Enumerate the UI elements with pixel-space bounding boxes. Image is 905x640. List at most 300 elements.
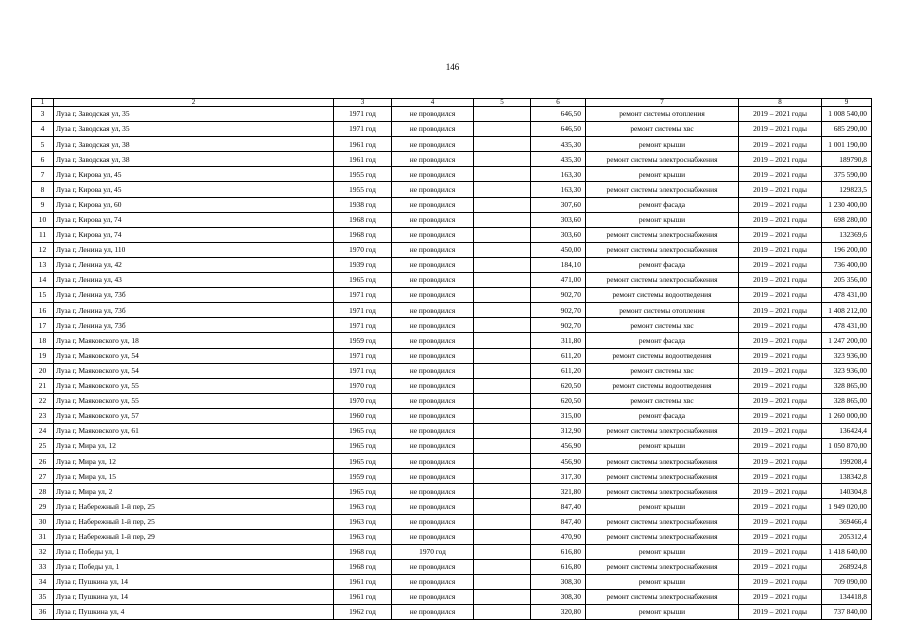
row-number-cell: 4 [32,122,54,137]
build-year-cell: 1970 год [334,242,392,257]
address-cell: Луза г, Набережный 1-й пер, 25 [54,514,334,529]
area-cell: 456,90 [531,454,586,469]
row-number-cell: 21 [32,378,54,393]
period-cell: 2019 – 2021 годы [739,469,822,484]
last-repair-year-cell: не проводился [392,605,474,620]
address-cell: Луза г, Маяковского ул, 55 [54,378,334,393]
col-5-cell [474,242,531,257]
column-header-1: 1 [32,99,54,107]
area-cell: 611,20 [531,363,586,378]
area-cell: 308,30 [531,590,586,605]
cost-cell: 199208,4 [822,454,872,469]
last-repair-year-cell: 1970 год [392,544,474,559]
row-number-cell: 24 [32,423,54,438]
work-type-cell: ремонт системы хвс [586,122,739,137]
last-repair-year-cell: не проводился [392,273,474,288]
table-row [32,469,872,484]
table-row [32,454,872,469]
last-repair-year-cell: не проводился [392,408,474,423]
cost-cell: 1 001 190,00 [822,137,872,152]
table-row [32,152,872,167]
build-year-cell: 1968 год [334,559,392,574]
cost-cell: 478 431,00 [822,318,872,333]
col-5-cell [474,378,531,393]
area-cell: 311,80 [531,333,586,348]
period-cell: 2019 – 2021 годы [739,529,822,544]
period-cell: 2019 – 2021 годы [739,574,822,589]
period-cell: 2019 – 2021 годы [739,107,822,122]
address-cell: Луза г, Набережный 1-й пер, 25 [54,499,334,514]
period-cell: 2019 – 2021 годы [739,273,822,288]
work-type-cell: ремонт системы водоотведения [586,348,739,363]
column-header-8: 8 [739,99,822,107]
row-number-cell: 36 [32,605,54,620]
last-repair-year-cell: не проводился [392,423,474,438]
build-year-cell: 1963 год [334,514,392,529]
work-type-cell: ремонт системы электроснабжения [586,514,739,529]
address-cell: Луза г, Маяковского ул, 61 [54,423,334,438]
row-number-cell: 17 [32,318,54,333]
area-cell: 620,50 [531,393,586,408]
col-5-cell [474,544,531,559]
cost-cell: 685 290,00 [822,122,872,137]
work-type-cell: ремонт системы электроснабжения [586,273,739,288]
row-number-cell: 16 [32,303,54,318]
work-type-cell: ремонт системы электроснабжения [586,484,739,499]
col-5-cell [474,227,531,242]
address-cell: Луза г, Маяковского ул, 54 [54,363,334,378]
address-cell: Луза г, Победы ул, 1 [54,559,334,574]
address-cell: Луза г, Ленина ул, 43 [54,273,334,288]
build-year-cell: 1955 год [334,167,392,182]
last-repair-year-cell: не проводился [392,107,474,122]
column-header-4: 4 [392,99,474,107]
cost-cell: 132369,6 [822,227,872,242]
build-year-cell: 1971 год [334,348,392,363]
build-year-cell: 1971 год [334,363,392,378]
last-repair-year-cell: не проводился [392,182,474,197]
cost-cell: 328 865,00 [822,378,872,393]
period-cell: 2019 – 2021 годы [739,544,822,559]
period-cell: 2019 – 2021 годы [739,605,822,620]
row-number-cell: 19 [32,348,54,363]
address-cell: Луза г, Заводская ул, 35 [54,122,334,137]
row-number-cell: 34 [32,574,54,589]
row-number-cell: 5 [32,137,54,152]
area-cell: 847,40 [531,499,586,514]
address-cell: Луза г, Ленина ул, 42 [54,257,334,272]
col-5-cell [474,273,531,288]
area-cell: 315,00 [531,408,586,423]
table-row [32,423,872,438]
cost-cell: 205 356,00 [822,273,872,288]
col-5-cell [474,484,531,499]
cost-cell: 205312,4 [822,529,872,544]
table-row [32,242,872,257]
col-5-cell [474,137,531,152]
period-cell: 2019 – 2021 годы [739,590,822,605]
last-repair-year-cell: не проводился [392,152,474,167]
work-type-cell: ремонт крыши [586,167,739,182]
row-number-cell: 9 [32,197,54,212]
table-row [32,107,872,122]
cost-cell: 140304,8 [822,484,872,499]
period-cell: 2019 – 2021 годы [739,454,822,469]
work-type-cell: ремонт фасада [586,408,739,423]
page-number: 146 [445,62,460,72]
build-year-cell: 1961 год [334,137,392,152]
build-year-cell: 1961 год [334,574,392,589]
col-5-cell [474,469,531,484]
last-repair-year-cell: не проводился [392,303,474,318]
table-row [32,590,872,605]
period-cell: 2019 – 2021 годы [739,167,822,182]
col-5-cell [474,348,531,363]
area-cell: 471,00 [531,273,586,288]
build-year-cell: 1965 год [334,454,392,469]
period-cell: 2019 – 2021 годы [739,408,822,423]
address-cell: Луза г, Заводская ул, 35 [54,107,334,122]
table-row [32,288,872,303]
cost-cell: 129823,5 [822,182,872,197]
build-year-cell: 1970 год [334,393,392,408]
row-number-cell: 11 [32,227,54,242]
period-cell: 2019 – 2021 годы [739,318,822,333]
last-repair-year-cell: не проводился [392,137,474,152]
col-5-cell [474,303,531,318]
area-cell: 163,30 [531,182,586,197]
cost-cell: 138342,8 [822,469,872,484]
work-type-cell: ремонт фасада [586,333,739,348]
row-number-cell: 26 [32,454,54,469]
row-number-cell: 33 [32,559,54,574]
period-cell: 2019 – 2021 годы [739,348,822,363]
col-5-cell [474,212,531,227]
period-cell: 2019 – 2021 годы [739,197,822,212]
work-type-cell: ремонт системы отопления [586,303,739,318]
row-number-cell: 25 [32,439,54,454]
build-year-cell: 1965 год [334,423,392,438]
last-repair-year-cell: не проводился [392,212,474,227]
col-5-cell [474,423,531,438]
build-year-cell: 1959 год [334,469,392,484]
build-year-cell: 1962 год [334,605,392,620]
build-year-cell: 1939 год [334,257,392,272]
last-repair-year-cell: не проводился [392,257,474,272]
row-number-cell: 27 [32,469,54,484]
col-5-cell [474,167,531,182]
address-cell: Луза г, Набережный 1-й пер, 29 [54,529,334,544]
build-year-cell: 1970 год [334,378,392,393]
cost-cell: 1 247 200,00 [822,333,872,348]
col-5-cell [474,574,531,589]
build-year-cell: 1968 год [334,544,392,559]
period-cell: 2019 – 2021 годы [739,378,822,393]
area-cell: 307,60 [531,197,586,212]
row-number-cell: 20 [32,363,54,378]
area-cell: 308,30 [531,574,586,589]
column-header-7: 7 [586,99,739,107]
last-repair-year-cell: не проводился [392,363,474,378]
area-cell: 847,40 [531,514,586,529]
cost-cell: 189790,8 [822,152,872,167]
address-cell: Луза г, Маяковского ул, 18 [54,333,334,348]
work-type-cell: ремонт крыши [586,212,739,227]
address-cell: Луза г, Кирова ул, 45 [54,182,334,197]
address-cell: Луза г, Кирова ул, 45 [54,167,334,182]
table-row [32,303,872,318]
period-cell: 2019 – 2021 годы [739,182,822,197]
table-row [32,137,872,152]
address-cell: Луза г, Победы ул, 1 [54,544,334,559]
table-row [32,363,872,378]
work-type-cell: ремонт системы электроснабжения [586,227,739,242]
repair-schedule-table [31,98,872,620]
area-cell: 184,10 [531,257,586,272]
col-5-cell [474,514,531,529]
period-cell: 2019 – 2021 годы [739,393,822,408]
address-cell: Луза г, Мира ул, 2 [54,484,334,499]
row-number-cell: 28 [32,484,54,499]
address-cell: Луза г, Мира ул, 12 [54,454,334,469]
period-cell: 2019 – 2021 годы [739,333,822,348]
cost-cell: 323 936,00 [822,363,872,378]
last-repair-year-cell: не проводился [392,574,474,589]
build-year-cell: 1971 год [334,107,392,122]
work-type-cell: ремонт системы электроснабжения [586,423,739,438]
col-5-cell [474,122,531,137]
cost-cell: 1 260 000,00 [822,408,872,423]
col-5-cell [474,288,531,303]
build-year-cell: 1965 год [334,439,392,454]
table-row [32,439,872,454]
table-row [32,484,872,499]
build-year-cell: 1959 год [334,333,392,348]
col-5-cell [474,393,531,408]
col-5-cell [474,363,531,378]
area-cell: 321,80 [531,484,586,499]
area-cell: 616,80 [531,544,586,559]
work-type-cell: ремонт фасада [586,257,739,272]
col-5-cell [474,107,531,122]
row-number-cell: 13 [32,257,54,272]
cost-cell: 268924,8 [822,559,872,574]
area-cell: 435,30 [531,152,586,167]
work-type-cell: ремонт системы электроснабжения [586,590,739,605]
work-type-cell: ремонт системы хвс [586,393,739,408]
col-5-cell [474,454,531,469]
cost-cell: 737 840,00 [822,605,872,620]
row-number-cell: 10 [32,212,54,227]
table-row [32,348,872,363]
period-cell: 2019 – 2021 годы [739,212,822,227]
area-cell: 456,90 [531,439,586,454]
build-year-cell: 1963 год [334,499,392,514]
address-cell: Луза г, Ленина ул, 73б [54,303,334,318]
table-row [32,559,872,574]
last-repair-year-cell: не проводился [392,590,474,605]
last-repair-year-cell: не проводился [392,393,474,408]
build-year-cell: 1971 год [334,318,392,333]
last-repair-year-cell: не проводился [392,484,474,499]
build-year-cell: 1961 год [334,590,392,605]
work-type-cell: ремонт крыши [586,137,739,152]
area-cell: 320,80 [531,605,586,620]
last-repair-year-cell: не проводился [392,499,474,514]
address-cell: Луза г, Пушкина ул, 4 [54,605,334,620]
last-repair-year-cell: не проводился [392,318,474,333]
row-number-cell: 3 [32,107,54,122]
period-cell: 2019 – 2021 годы [739,559,822,574]
last-repair-year-cell: не проводился [392,348,474,363]
column-header-3: 3 [334,99,392,107]
address-cell: Луза г, Ленина ул, 73б [54,318,334,333]
work-type-cell: ремонт системы электроснабжения [586,152,739,167]
last-repair-year-cell: не проводился [392,529,474,544]
row-number-cell: 8 [32,182,54,197]
table-row [32,544,872,559]
address-cell: Луза г, Заводская ул, 38 [54,137,334,152]
last-repair-year-cell: не проводился [392,439,474,454]
address-cell: Луза г, Маяковского ул, 55 [54,393,334,408]
build-year-cell: 1965 год [334,484,392,499]
cost-cell: 1 418 640,00 [822,544,872,559]
work-type-cell: ремонт системы хвс [586,318,739,333]
column-header-6: 6 [531,99,586,107]
build-year-cell: 1968 год [334,212,392,227]
build-year-cell: 1971 год [334,122,392,137]
cost-cell: 736 400,00 [822,257,872,272]
work-type-cell: ремонт системы электроснабжения [586,454,739,469]
period-cell: 2019 – 2021 годы [739,288,822,303]
address-cell: Луза г, Мира ул, 12 [54,439,334,454]
col-5-cell [474,499,531,514]
address-cell: Луза г, Маяковского ул, 57 [54,408,334,423]
table-row [32,197,872,212]
last-repair-year-cell: не проводился [392,559,474,574]
cost-cell: 1 949 020,00 [822,499,872,514]
cost-cell: 134418,8 [822,590,872,605]
area-cell: 435,30 [531,137,586,152]
build-year-cell: 1961 год [334,152,392,167]
col-5-cell [474,408,531,423]
table-row [32,605,872,620]
period-cell: 2019 – 2021 годы [739,257,822,272]
last-repair-year-cell: не проводился [392,469,474,484]
period-cell: 2019 – 2021 годы [739,514,822,529]
row-number-cell: 30 [32,514,54,529]
cost-cell: 1 008 540,00 [822,107,872,122]
row-number-cell: 14 [32,273,54,288]
address-cell: Луза г, Ленина ул, 110 [54,242,334,257]
area-cell: 902,70 [531,303,586,318]
work-type-cell: ремонт системы водоотведения [586,288,739,303]
col-5-cell [474,333,531,348]
col-5-cell [474,559,531,574]
row-number-cell: 31 [32,529,54,544]
period-cell: 2019 – 2021 годы [739,363,822,378]
table-header-row [32,99,872,107]
work-type-cell: ремонт крыши [586,605,739,620]
address-cell: Луза г, Мира ул, 15 [54,469,334,484]
area-cell: 620,50 [531,378,586,393]
table-row [32,574,872,589]
last-repair-year-cell: не проводился [392,167,474,182]
work-type-cell: ремонт системы отопления [586,107,739,122]
last-repair-year-cell: не проводился [392,333,474,348]
col-5-cell [474,152,531,167]
cost-cell: 328 865,00 [822,393,872,408]
col-5-cell [474,257,531,272]
address-cell: Луза г, Кирова ул, 74 [54,212,334,227]
work-type-cell: ремонт системы электроснабжения [586,469,739,484]
table-row [32,227,872,242]
cost-cell: 323 936,00 [822,348,872,363]
build-year-cell: 1938 год [334,197,392,212]
col-5-cell [474,590,531,605]
col-5-cell [474,605,531,620]
area-cell: 303,60 [531,227,586,242]
row-number-cell: 18 [32,333,54,348]
period-cell: 2019 – 2021 годы [739,137,822,152]
last-repair-year-cell: не проводился [392,227,474,242]
table-row [32,318,872,333]
last-repair-year-cell: не проводился [392,242,474,257]
last-repair-year-cell: не проводился [392,122,474,137]
area-cell: 450,00 [531,242,586,257]
row-number-cell: 22 [32,393,54,408]
period-cell: 2019 – 2021 годы [739,152,822,167]
cost-cell: 698 280,00 [822,212,872,227]
row-number-cell: 32 [32,544,54,559]
cost-cell: 478 431,00 [822,288,872,303]
build-year-cell: 1971 год [334,303,392,318]
row-number-cell: 7 [32,167,54,182]
last-repair-year-cell: не проводился [392,378,474,393]
column-header-2: 2 [54,99,334,107]
period-cell: 2019 – 2021 годы [739,499,822,514]
address-cell: Луза г, Пушкина ул, 14 [54,574,334,589]
area-cell: 902,70 [531,288,586,303]
table-row [32,499,872,514]
table-row [32,393,872,408]
cost-cell: 375 590,00 [822,167,872,182]
table-row [32,212,872,227]
row-number-cell: 35 [32,590,54,605]
area-cell: 312,90 [531,423,586,438]
area-cell: 646,50 [531,122,586,137]
build-year-cell: 1965 год [334,273,392,288]
table-row [32,378,872,393]
period-cell: 2019 – 2021 годы [739,439,822,454]
cost-cell: 1 050 870,00 [822,439,872,454]
work-type-cell: ремонт системы водоотведения [586,378,739,393]
col-5-cell [474,529,531,544]
build-year-cell: 1971 год [334,288,392,303]
table-row [32,273,872,288]
cost-cell: 136424,4 [822,423,872,438]
work-type-cell: ремонт крыши [586,439,739,454]
address-cell: Луза г, Маяковского ул, 54 [54,348,334,363]
address-cell: Луза г, Заводская ул, 38 [54,152,334,167]
work-type-cell: ремонт системы электроснабжения [586,182,739,197]
row-number-cell: 15 [32,288,54,303]
period-cell: 2019 – 2021 годы [739,484,822,499]
area-cell: 303,60 [531,212,586,227]
column-header-9: 9 [822,99,872,107]
work-type-cell: ремонт системы хвс [586,363,739,378]
table-row [32,529,872,544]
